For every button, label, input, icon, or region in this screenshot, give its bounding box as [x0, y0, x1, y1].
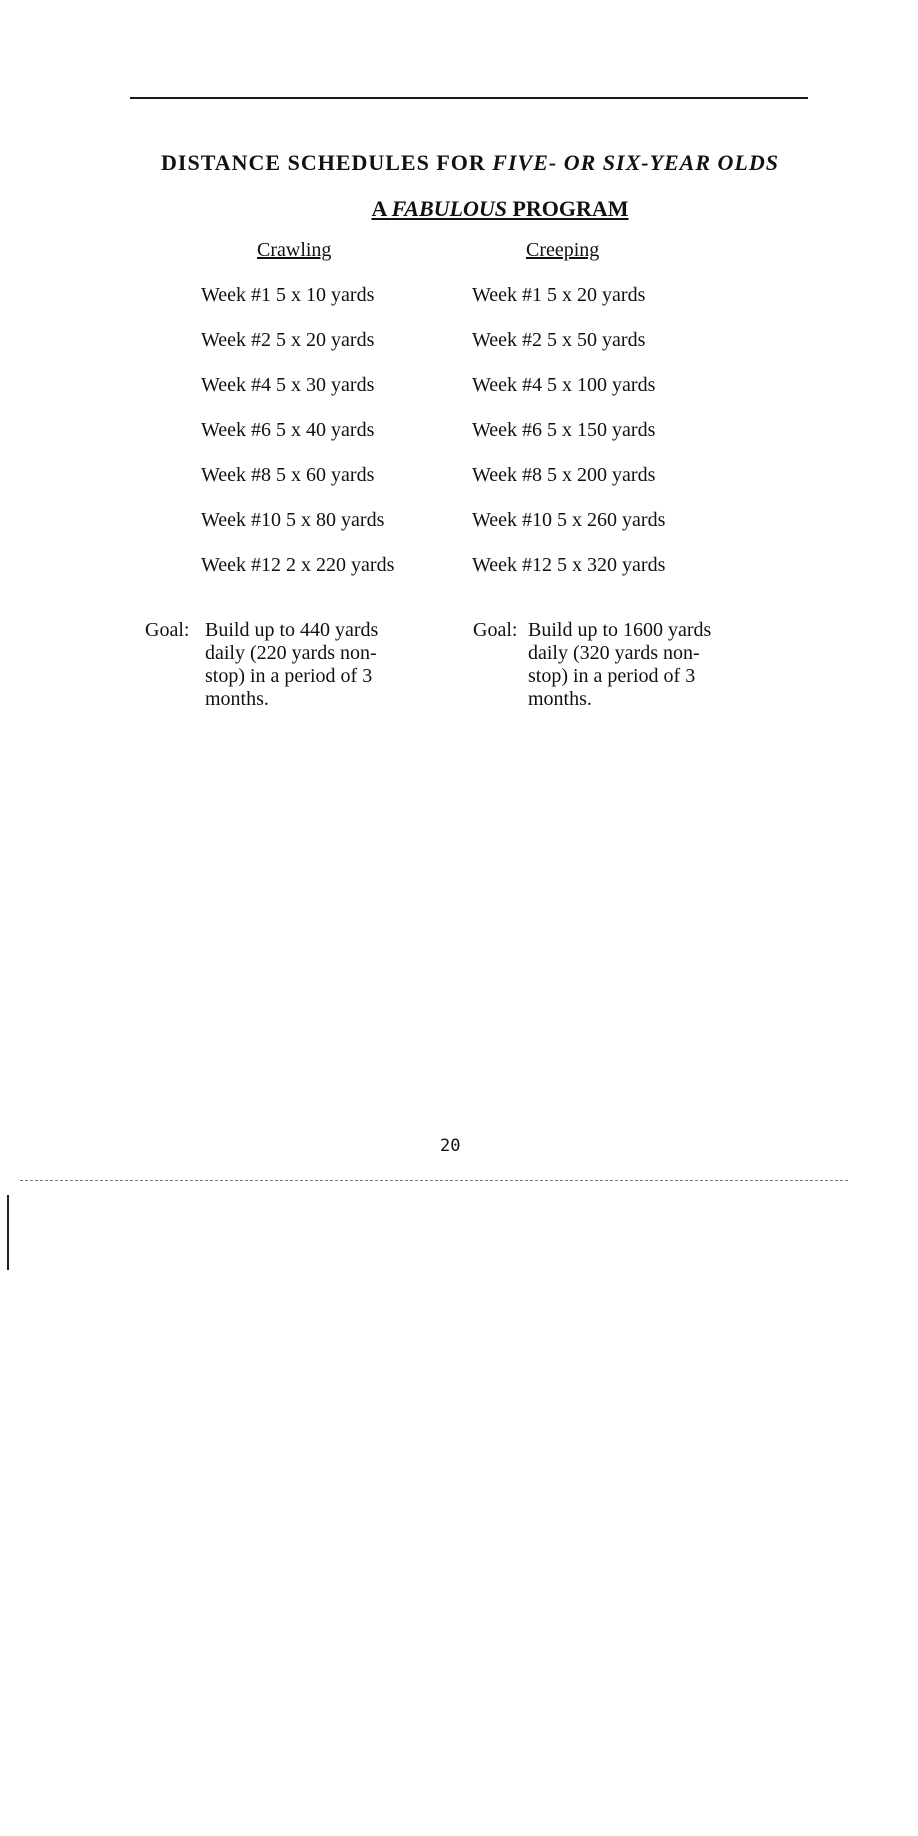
schedule-row: Week #12 2 x 220 yards	[201, 554, 395, 576]
schedule-row: Week #4 5 x 100 yards	[472, 374, 656, 396]
schedule-row: Week #4 5 x 30 yards	[201, 374, 375, 396]
schedule-row: Week #10 5 x 260 yards	[472, 509, 666, 531]
crawling-schedule	[201, 281, 394, 596]
scan-edge-mark	[7, 1195, 9, 1270]
creeping-heading: Creeping	[526, 239, 600, 261]
subtitle-italic: FABULOUS	[391, 196, 507, 221]
schedule-row: Week #6 5 x 40 yards	[201, 419, 375, 441]
bottom-rule	[20, 1180, 848, 1181]
page-title	[100, 150, 840, 176]
page-number: 20	[440, 1136, 461, 1156]
subtitle-prefix: A	[371, 196, 392, 221]
goal-label: Goal:	[473, 619, 518, 641]
schedule-row: Week #8 5 x 200 yards	[472, 464, 656, 486]
subtitle-suffix: PROGRAM	[506, 196, 629, 221]
crawling-heading: Crawling	[257, 239, 332, 261]
goal-text: Build up to 440 yards daily (220 yards non-stop) in a period of 3 months.	[205, 619, 379, 710]
creeping-schedule	[472, 281, 665, 596]
title-italic-text: FIVE- OR SIX-YEAR OLDS	[492, 150, 779, 175]
program-subtitle	[320, 196, 680, 222]
title-text: DISTANCE SCHEDULES FOR	[161, 150, 493, 175]
schedule-row: Week #10 5 x 80 yards	[201, 509, 385, 531]
schedule-row: Week #1 5 x 20 yards	[472, 284, 646, 306]
goal-label: Goal:	[145, 619, 190, 641]
schedule-row: Week #2 5 x 50 yards	[472, 329, 646, 351]
top-rule	[130, 97, 808, 99]
schedule-row: Week #12 5 x 320 yards	[472, 554, 666, 576]
schedule-row: Week #8 5 x 60 yards	[201, 464, 375, 486]
schedule-row: Week #2 5 x 20 yards	[201, 329, 375, 351]
goal-text: Build up to 1600 yards daily (320 yards non-stop) in a period of 3 months.	[528, 619, 712, 710]
schedule-row: Week #1 5 x 10 yards	[201, 284, 375, 306]
schedule-row: Week #6 5 x 150 yards	[472, 419, 656, 441]
